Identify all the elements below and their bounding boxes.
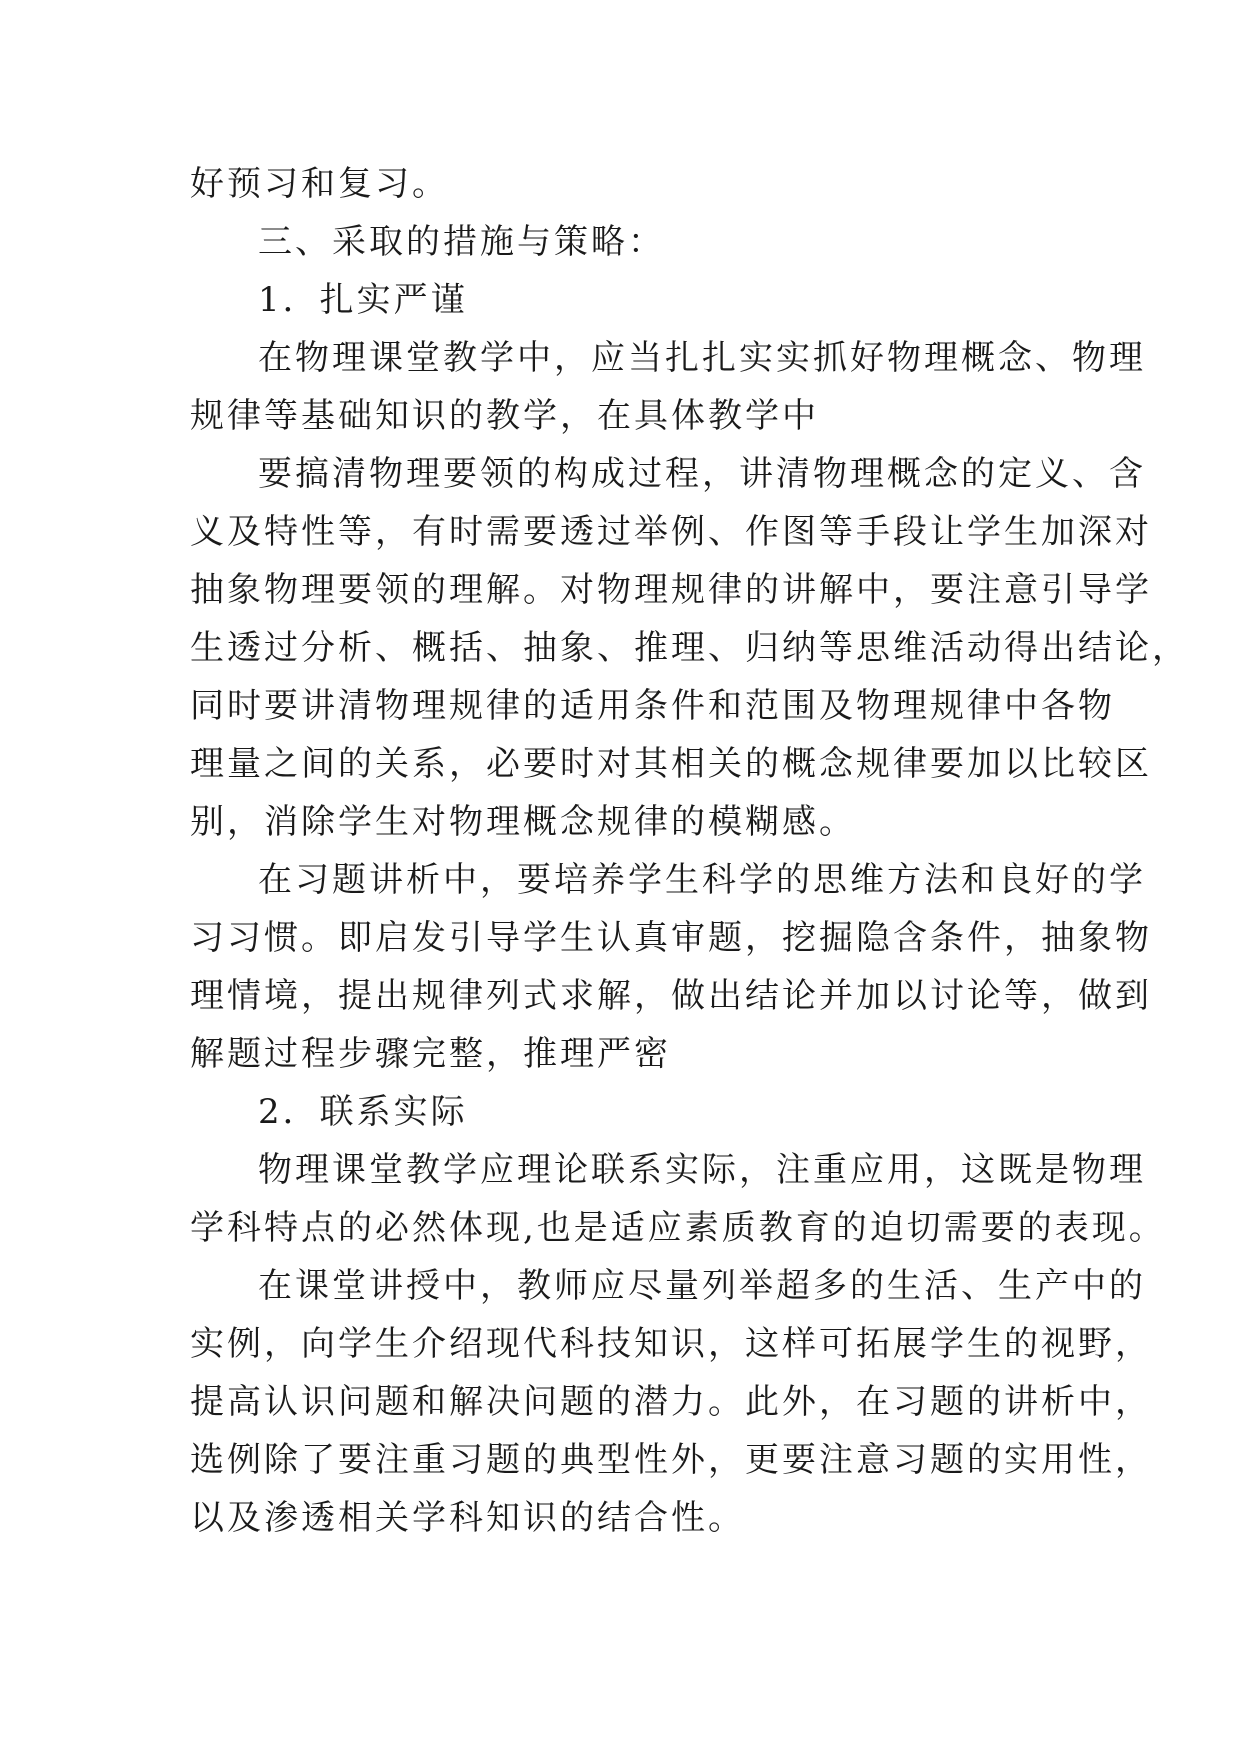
body-line: 理量之间的关系，必要时对其相关的概念规律要加以比较区: [190, 744, 1152, 784]
body-line: 选例除了要注重习题的典型性外，更要注意习题的实用性，: [190, 1440, 1152, 1480]
body-line: 好预习和复习。: [190, 164, 449, 204]
section-heading: 三、采取的措施与策略：: [258, 222, 665, 262]
subsection-heading: 2．联系实际: [258, 1092, 468, 1132]
body-line: 同时要讲清物理规律的适用条件和范围及物理规律中各物: [190, 686, 1115, 726]
body-line: 实例，向学生介绍现代科技知识，这样可拓展学生的视野，: [190, 1324, 1152, 1364]
body-line: 在习题讲析中，要培养学生科学的思维方法和良好的学: [258, 860, 1146, 900]
body-line: 学科特点的必然体现,也是适应素质教育的迫切需要的表现。: [190, 1208, 1166, 1248]
document-body: [190, 155, 1189, 1547]
body-line: 理情境，提出规律列式求解，做出结论并加以讨论等，做到: [190, 976, 1152, 1016]
body-line: 解题过程步骤完整，推理严密: [190, 1034, 671, 1074]
body-line: 别，消除学生对物理概念规律的模糊感。: [190, 802, 856, 842]
body-line: 在物理课堂教学中，应当扎扎实实抓好物理概念、物理: [258, 338, 1146, 378]
body-line: 在课堂讲授中，教师应尽量列举超多的生活、生产中的: [258, 1266, 1146, 1306]
body-line: 物理课堂教学应理论联系实际，注重应用，这既是物理: [258, 1150, 1146, 1190]
subsection-heading: 1．扎实严谨: [258, 280, 468, 320]
body-line: 提高认识问题和解决问题的潜力。此外，在习题的讲析中，: [190, 1382, 1152, 1422]
body-line: 生透过分析、概括、抽象、推理、归纳等思维活动得出结论，: [190, 628, 1189, 668]
body-line: 规律等基础知识的教学，在具体教学中: [190, 396, 819, 436]
body-line: 要搞清物理要领的构成过程，讲清物理概念的定义、含: [258, 454, 1146, 494]
body-line: 习习惯。即启发引导学生认真审题，挖掘隐含条件，抽象物: [190, 918, 1152, 958]
body-line: 抽象物理要领的理解。对物理规律的讲解中，要注意引导学: [190, 570, 1152, 610]
body-line: 义及特性等，有时需要透过举例、作图等手段让学生加深对: [190, 512, 1152, 552]
body-line: 以及渗透相关学科知识的结合性。: [190, 1498, 745, 1538]
